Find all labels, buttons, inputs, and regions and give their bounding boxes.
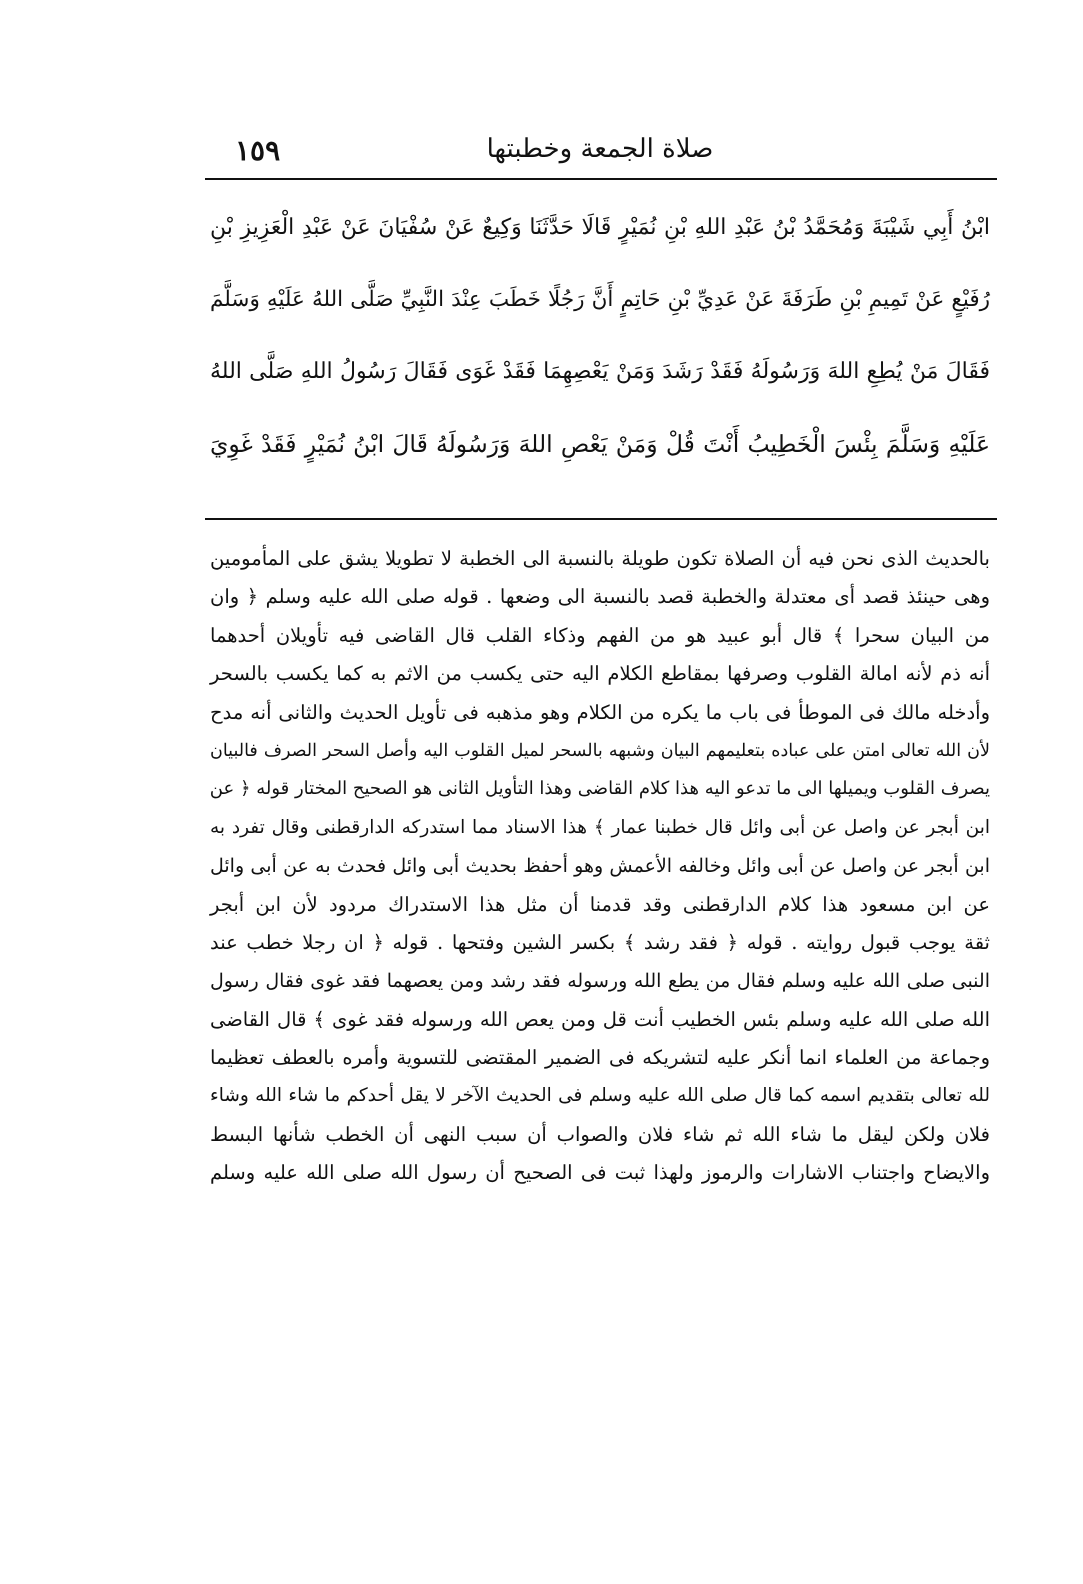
page-header [205,128,995,176]
commentary-line: ابن أبجر عن واصل عن أبى وائل قال خطبنا عمار ﴾ هذا الاسناد مما استدركه الدارقطنى وقال تفرد به [210,816,990,838]
commentary-line: وهى حينئذ قصد أى معتدلة والخطبة قصد بالنسبة الى وضعها . قوله صلى الله عليه وسلم ﴿ وان [210,585,990,609]
hadith-line: فَقَالَ مَنْ يُطِعِ اللهَ وَرَسُولَهُ فَقَدْ رَشَدَ وَمَنْ يَعْصِهِمَا فَقَدْ غَوَى فَقَالَ رَسُولُ اللهِ صَلَّى اللهُ [210,359,990,384]
commentary-line: ثقة يوجب قبول روايته . قوله ﴿ فقد رشد ﴾ بكسر الشين وفتحها . قوله ﴿ ان رجلا خطب عند [210,930,990,954]
hadith-line: عَلَيْهِ وَسَلَّمَ بِئْسَ الْخَطِيبُ أَنْتَ قُلْ وَمَنْ يَعْصِ اللهَ وَرَسُولَهُ قَالَ ابْنُ نُمَيْرٍ فَقَدْ غَوِيَ [210,430,990,458]
commentary-line: لله تعالى بتقديم اسمه كما قال صلى الله عليه وسلم فى الحديث الآخر لا يقل أحدكم ما شاء الله وشاء [210,1085,990,1107]
commentary-line: من البيان سحرا ﴾ قال أبو عبيد هو من الفهم وذكاء القلب قال القاضى فيه تأويلان أحدهما [210,623,990,647]
page-number: ١٥٩ [235,134,281,167]
section-divider [205,518,997,520]
hadith-line: ابْنُ أَبِي شَيْبَةَ وَمُحَمَّدُ بْنُ عَبْدِ اللهِ بْنِ نُمَيْرٍ قَالَا حَدَّثَنَا وَكِيعٌ عَنْ سُفْيَانَ عَنْ عَبْدِ الْعَزِيزِ بْنِ [210,215,990,240]
commentary-line: لأن الله تعالى امتن على عباده بتعليمهم البيان وشبهه بالسحر لميل القلوب اليه وأصل السحر الصرف فالبيان [210,740,990,761]
commentary-line: بالحديث الذى نحن فيه أن الصلاة تكون طويلة بالنسبة الى الخطبة لا تطويلا يشق على المأمومين [210,547,990,570]
commentary-line: النبى صلى الله عليه وسلم فقال من يطع الله ورسوله فقد رشد ومن يعصهما فقد غوى فقال رسول [210,970,990,993]
commentary-line: وأدخله مالك فى الموطأ فى باب ما يكره من الكلام وهو مذهبه فى تأويل الحديث والثانى أنه مدح [210,700,990,724]
running-title: صلاة الجمعة وخطبتها [486,134,714,164]
commentary-line: الله صلى الله عليه وسلم بئس الخطيب أنت قل ومن يعص الله ورسوله فقد غوى ﴾ قال القاضى [210,1007,990,1031]
hadith-line: رُفَيْعٍ عَنْ تَمِيمِ بْنِ طَرَفَةَ عَنْ عَدِيِّ بْنِ حَاتِمٍ أَنَّ رَجُلًا خَطَبَ عِنْدَ النَّبِيِّ صَلَّى اللهُ عَلَيْهِ وَسَلَّمَ [210,287,990,312]
commentary-line: وجماعة من العلماء انما أنكر عليه لتشريكه فى الضمير المقتضى للتسوية وأمره بالعطف تعظيما [210,1046,990,1070]
commentary-line: والايضاح واجتناب الاشارات والرموز ولهذا ثبت فى الصحيح أن رسول الله صلى الله عليه وسلم [210,1161,990,1185]
commentary-text [210,540,990,1193]
commentary-line: ابن أبجر عن واصل عن أبى وائل وخالفه الأعمش وهو أحفظ بحديث أبى وائل فحدث به عن أبى وائل [210,855,990,878]
commentary-line: يصرف القلوب ويميلها الى ما تدعو اليه هذا كلام القاضى وهذا التأويل الثانى هو الصحيح المختار قوله ﴿ عن [209,778,990,800]
commentary-line: عن ابن مسعود هذا كلام الدارقطنى وقد قدمنا أن مثل هذا الاستدراك مردود لأن ابن أبجر [210,892,990,916]
commentary-line: أنه ذم لأنه امالة القلوب وصرفها بمقاطع الكلام اليه حتى يكسب من الاثم به كما يكسب بالسحر [210,662,990,686]
commentary-line: فلان ولكن ليقل ما شاء الله ثم شاء فلان والصواب أن سبب النهى أن الخطب شأنها البسط [210,1122,990,1146]
hadith-text [210,192,990,480]
header-divider [205,178,997,180]
